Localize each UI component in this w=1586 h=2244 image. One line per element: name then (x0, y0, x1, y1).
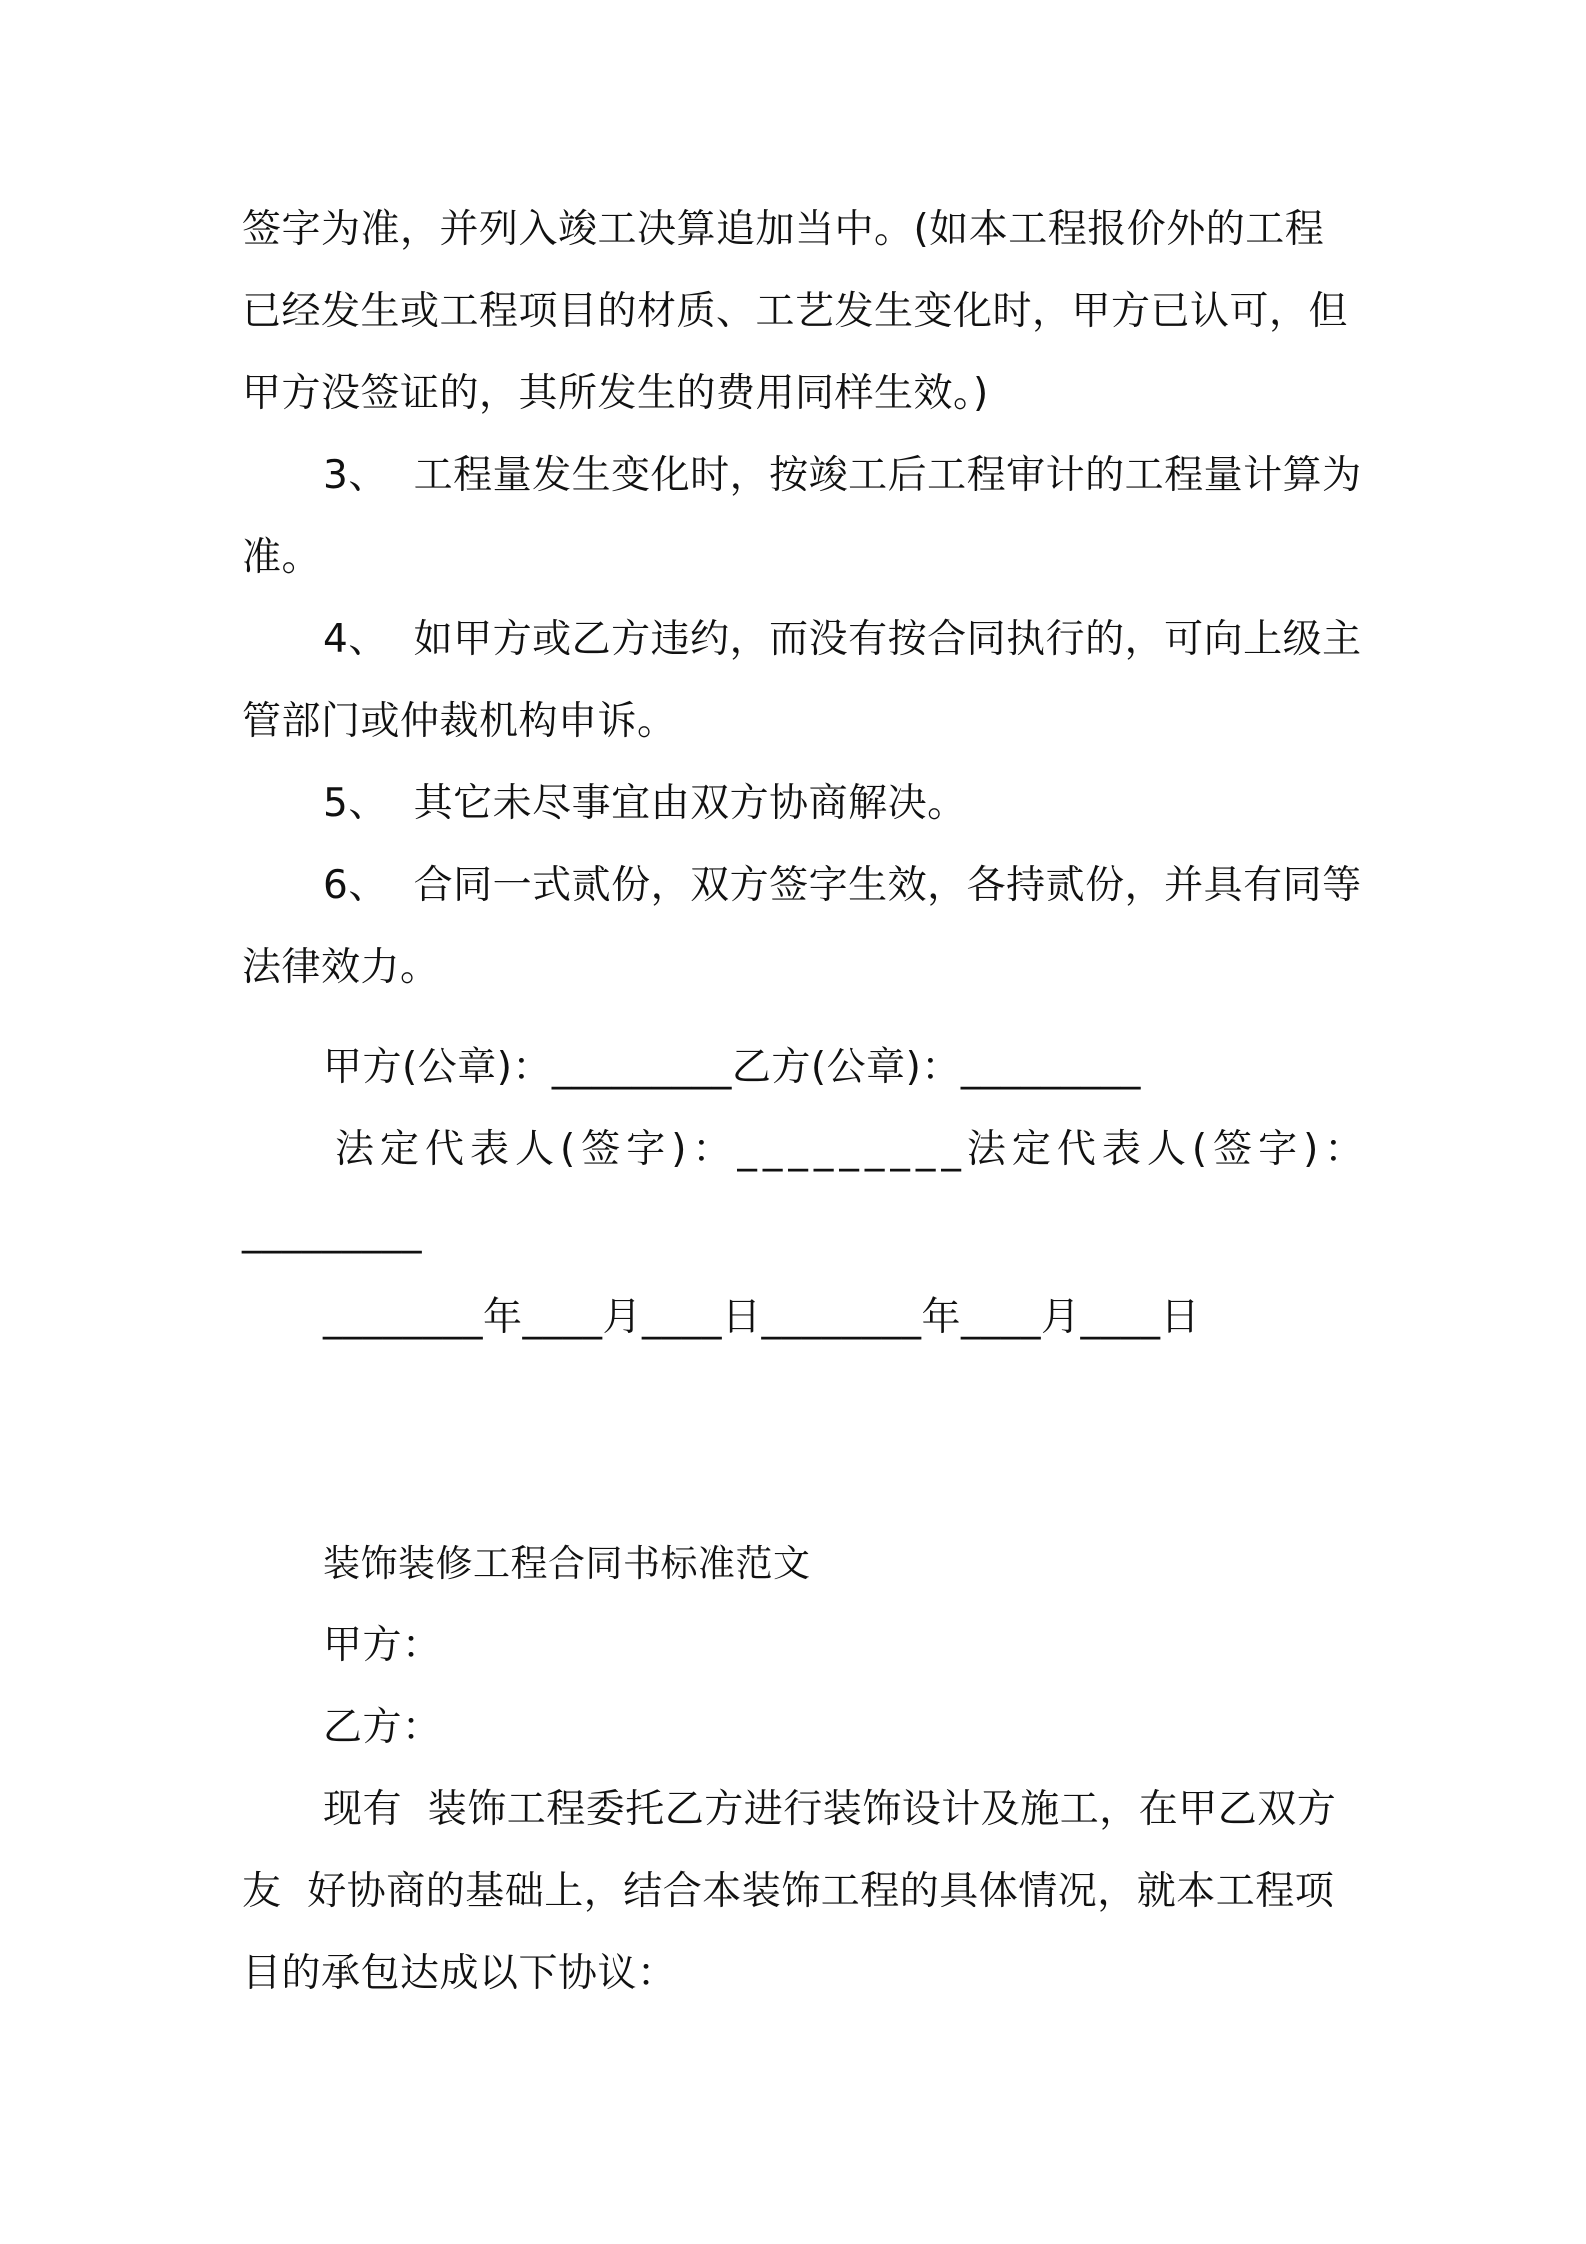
party-b-label: 乙方： (323, 1705, 442, 1750)
paragraph-line: 签字为准，并列入竣工决算追加当中。(如本工程报价外的工程 (242, 207, 1325, 252)
seal-line: 甲方(公章)：_________乙方(公章)：_________ (323, 1045, 1141, 1090)
date-line: ________年____月____日________年____月____日 (323, 1295, 1201, 1340)
representative-signature-line: 法定代表人(签字)：_________法定代表人(签字)： (335, 1127, 1370, 1172)
clause-3-line: 准。 (242, 535, 322, 580)
clause-6-line: 法律效力。 (242, 945, 440, 990)
clause-5-line: 5、 其它未尽事宜由双方协商解决。 (323, 781, 967, 826)
intro-paragraph-line: 现有 装饰工程委托乙方进行装饰设计及施工，在甲乙双方 (323, 1787, 1337, 1832)
party-a-label: 甲方： (323, 1623, 442, 1668)
clause-4-line: 4、 如甲方或乙方违约，而没有按合同执行的，可向上级主 (323, 617, 1362, 662)
representative-signature-blank: _________ (242, 1209, 422, 1254)
paragraph-line: 已经发生或工程项目的材质、工艺发生变化时，甲方已认可，但 (242, 289, 1349, 334)
section-title: 装饰装修工程合同书标准范文 (323, 1542, 811, 1585)
intro-paragraph-line: 目的承包达成以下协议： (242, 1951, 677, 1996)
clause-4-line: 管部门或仲裁机构申诉。 (242, 699, 677, 744)
intro-paragraph-line: 友 好协商的基础上，结合本装饰工程的具体情况，就本工程项 (242, 1869, 1335, 1914)
clause-3-line: 3、 工程量发生变化时，按竣工后工程审计的工程量计算为 (323, 453, 1362, 498)
clause-6-line: 6、 合同一式贰份，双方签字生效，各持贰份，并具有同等 (323, 863, 1362, 908)
paragraph-line: 甲方没签证的，其所发生的费用同样生效。) (242, 371, 989, 416)
